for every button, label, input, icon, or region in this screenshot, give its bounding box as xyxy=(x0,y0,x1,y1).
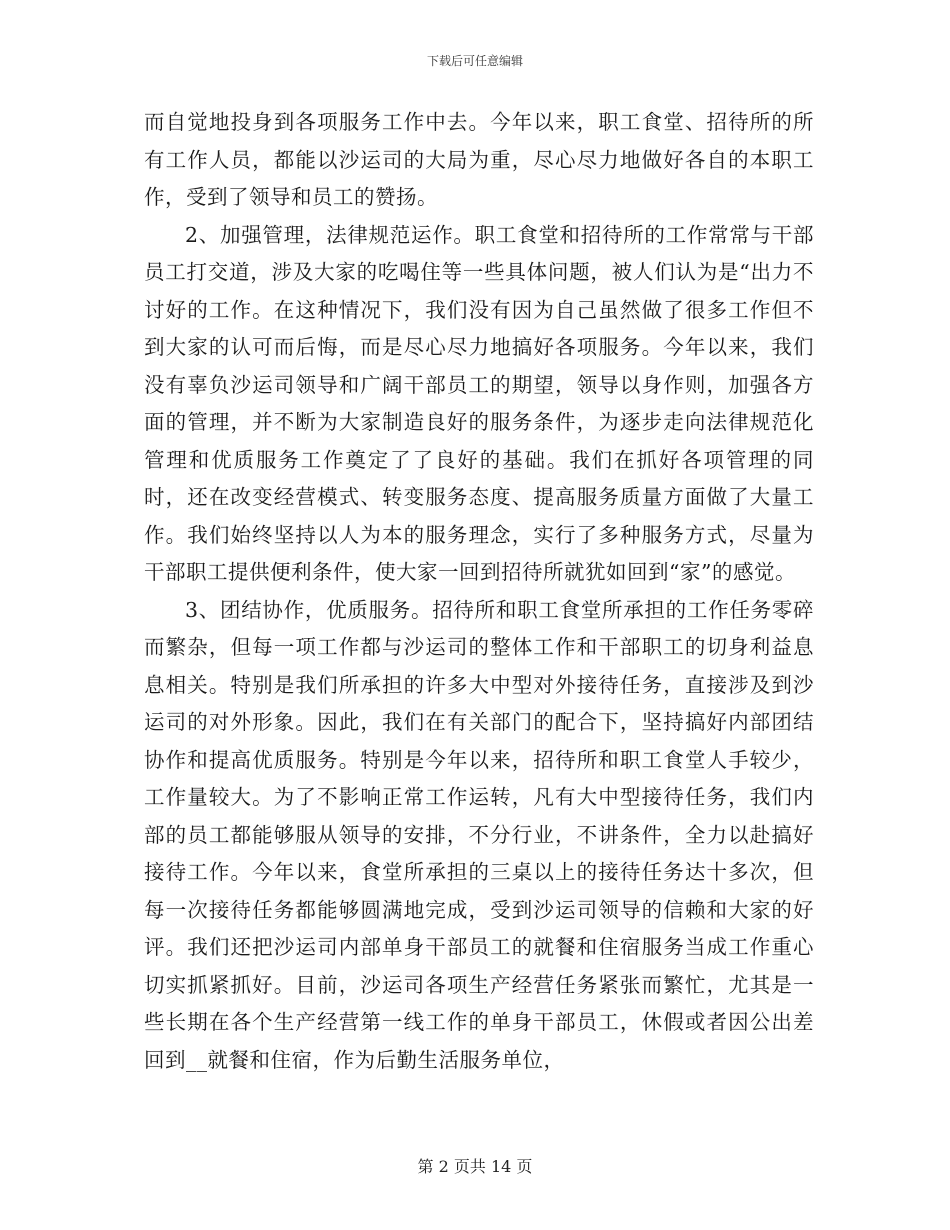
page-number: 第 2 页共 14 页 xyxy=(417,1157,533,1176)
document-body xyxy=(144,104,814,1079)
paragraph-continuation: 而自觉地投身到各项服务工作中去。今年以来，职工食堂、招待所的所有工作人员，都能以沙运司的大局为重，尽心尽力地做好各自的本职工作，受到了领导和员工的赞扬。 xyxy=(144,110,814,209)
page-header: 下载后可任意编辑 xyxy=(426,54,523,68)
paragraph-cooperation: 3、团结协作，优质服务。招待所和职工食堂所承担的工作任务零碎而繁杂，但每一项工作都与沙运司的整体工作和干部职工的切身利益息息相关。特别是我们所承担的许多大中型对外接待任务，直接涉及到沙运司的对外形象。因此，我们在有关部门的配合下，坚持搞好内部团结协作和提高优质服务。特别是今年以来，招待所和职工食堂人手较少，工作量较大。为了不影响正常工作运转，凡有大中型接待任务，我们内部的员工都能够服从领导的安排，不分行业，不讲条件，全力以赴搞好接待工作。今年以来，食堂所承担的三桌以上的接待任务达十多次，但每一次接待任务都能够圆满地完成，受到沙运司领导的信赖和大家的好评。我们还把沙运司内部单身干部员工的就餐和住宿服务当成工作重心切实抓紧抓好。目前，沙运司各项生产经营任务紧张而繁忙，尤其是一些长期在各个生产经营第一线工作的单身干部员工，休假或者因公出差回到__就餐和住宿，作为后勤生活服务单位， xyxy=(144,597,814,1072)
paragraph-management: 2、加强管理，法律规范运作。职工食堂和招待所的工作常常与干部员工打交道，涉及大家的吃喝住等一些具体问题，被人们认为是“出力不讨好的工作。在这种情况下，我们没有因为自己虽然做了很多工作但不到大家的认可而后悔，而是尽心尽力地搞好各项服务。今年以来，我们没有辜负沙运司领导和广阔干部员工的期望，领导以身作则，加强各方面的管理，并不断为大家制造良好的服务条件，为逐步走向法律规范化管理和优质服务工作奠定了了良好的基础。我们在抓好各项管理的同时，还在改变经营模式、转变服务态度、提高服务质量方面做了大量工作。我们始终坚持以人为本的服务理念，实行了多种服务方式，尽量为干部职工提供便利条件，使大家一回到招待所就犹如回到“家”的感觉。 xyxy=(144,222,814,584)
